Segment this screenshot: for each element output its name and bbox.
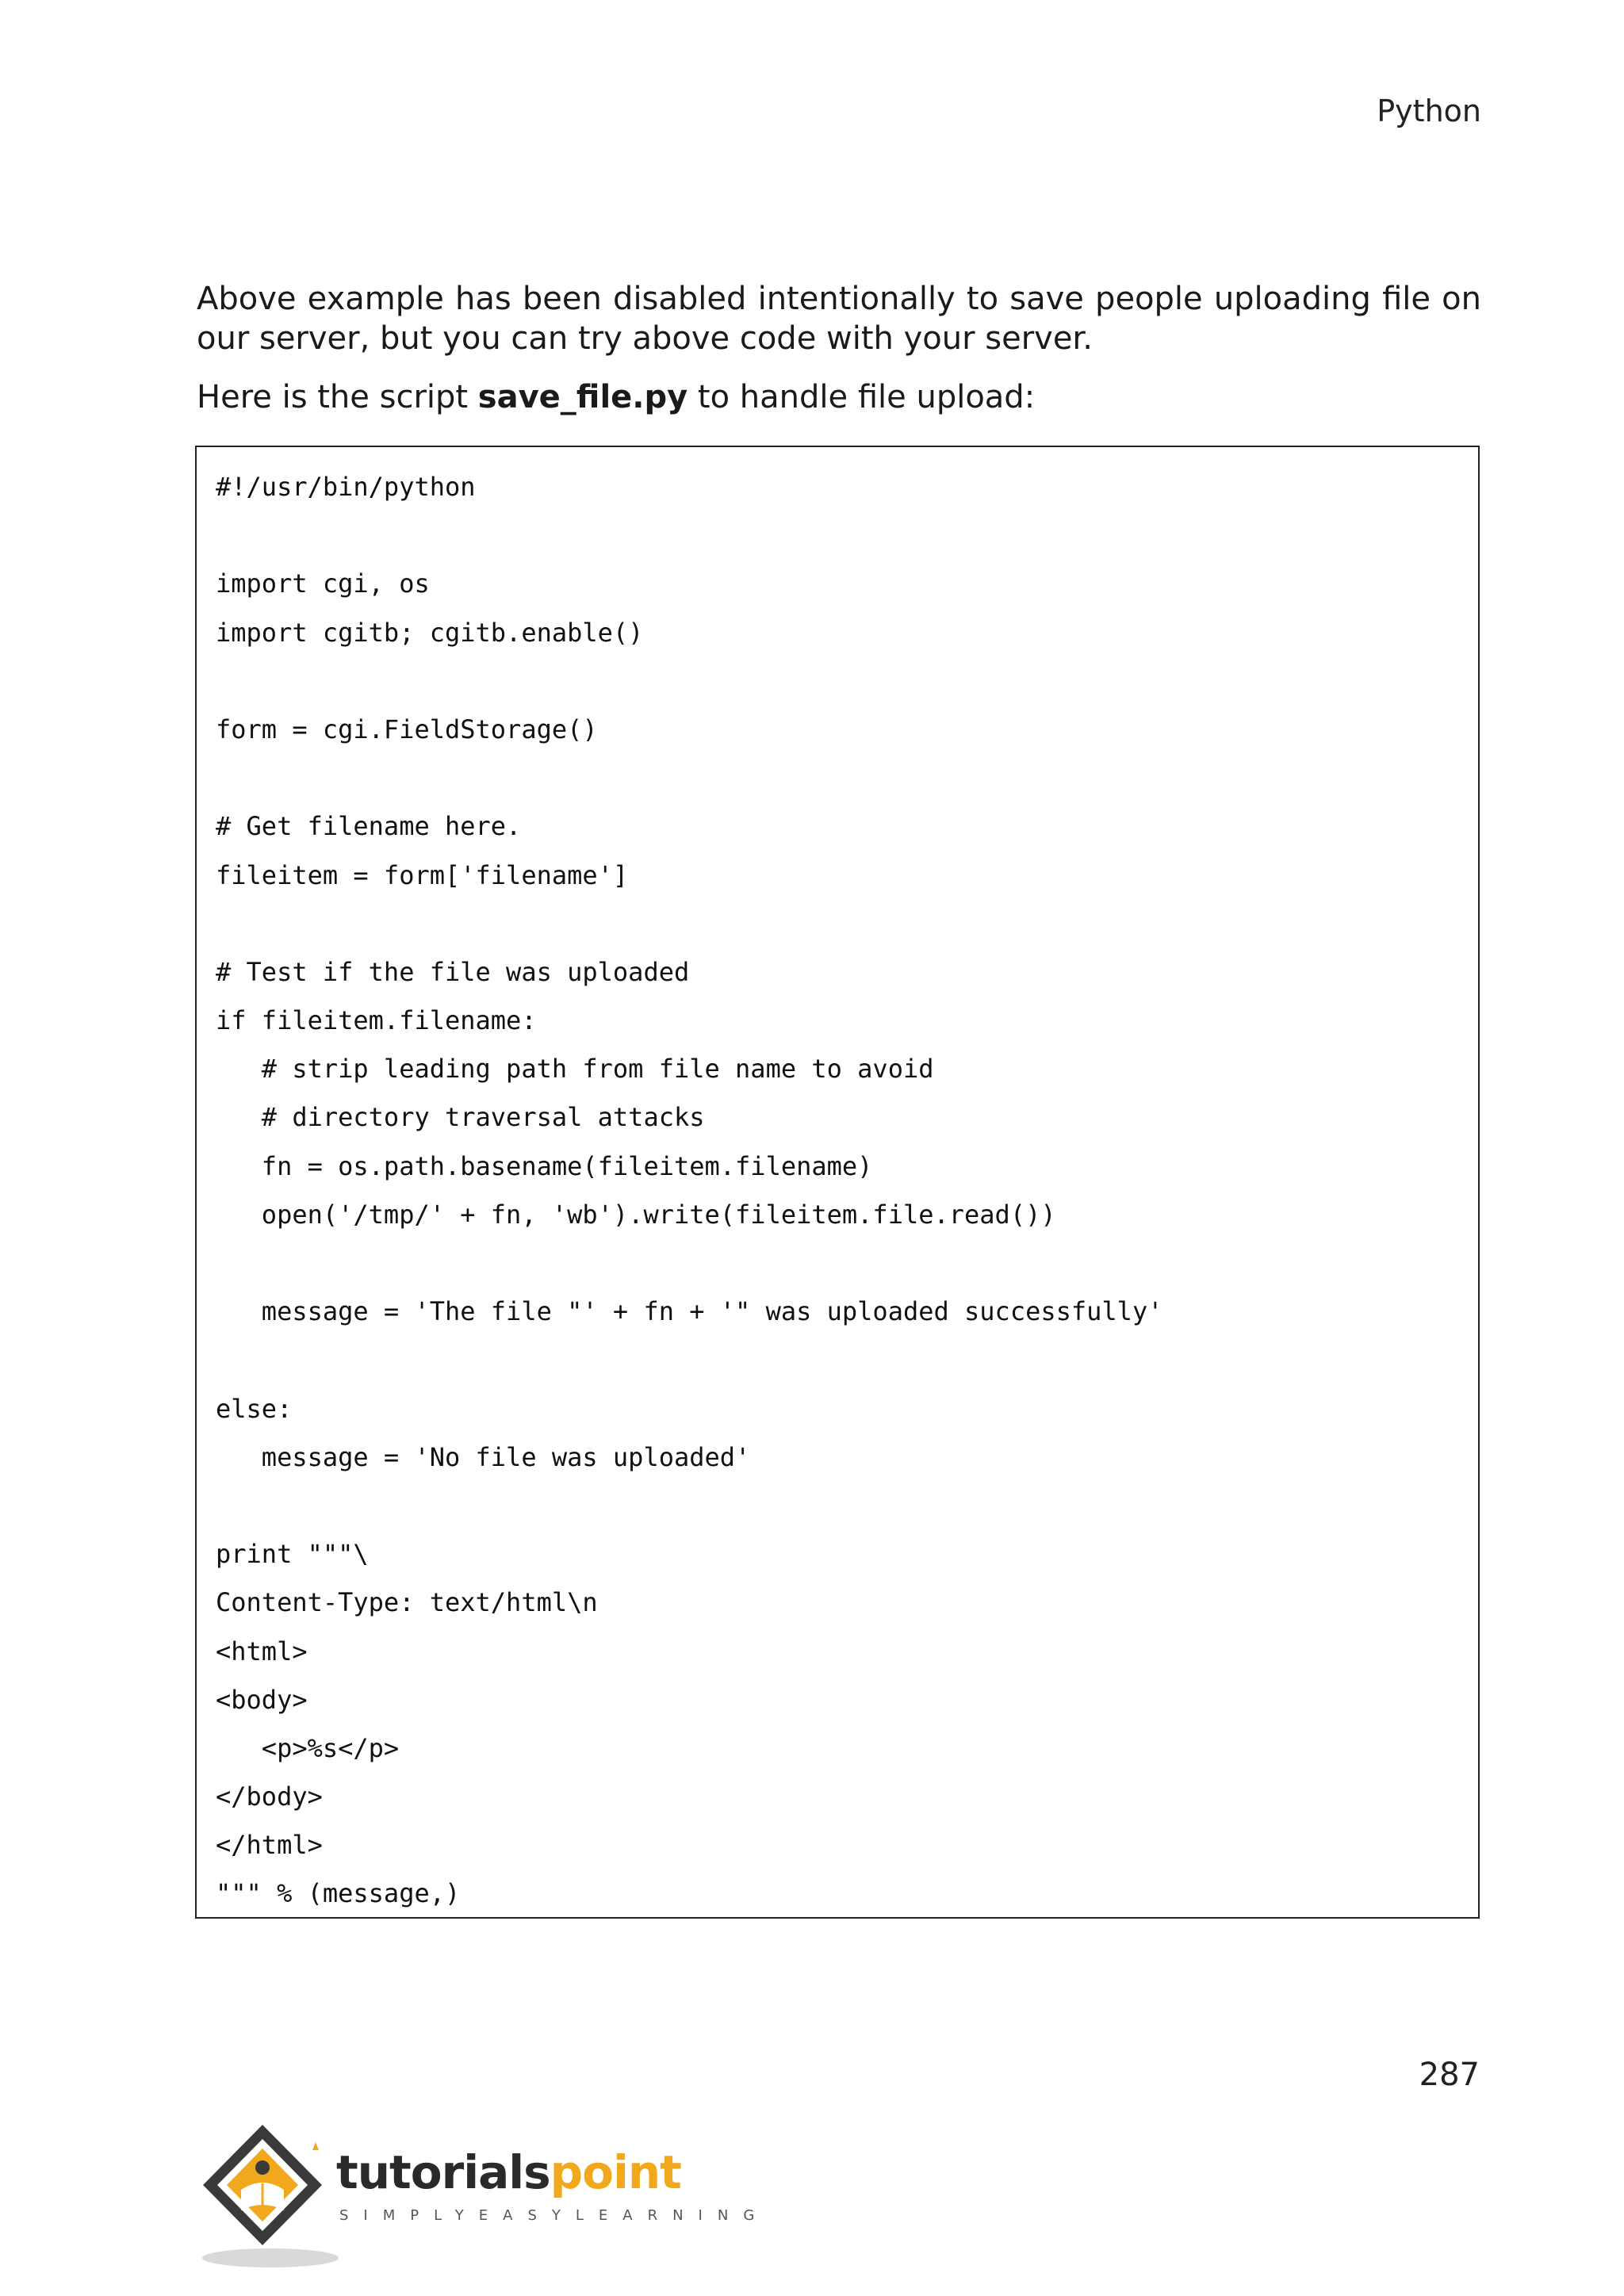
code-line: message = 'No file was uploaded' bbox=[216, 1441, 751, 1472]
code-line: </html> bbox=[216, 1830, 323, 1861]
running-header-title: Python bbox=[1377, 94, 1481, 128]
code-line: Content-Type: text/html\n bbox=[216, 1587, 598, 1618]
code-line bbox=[216, 900, 1459, 948]
code-line bbox=[216, 1239, 1459, 1288]
logo-word-tutorials: tutorials bbox=[336, 2145, 550, 2199]
code-line: <html> bbox=[216, 1636, 308, 1667]
tutorialspoint-logo bbox=[195, 2117, 770, 2275]
script-name: save_file.py bbox=[477, 379, 688, 415]
code-line: """ % (message,) bbox=[216, 1878, 461, 1909]
script-intro-after: to handle file upload: bbox=[688, 379, 1036, 415]
code-line: # directory traversal attacks bbox=[216, 1102, 705, 1133]
code-line: fileitem = form['filename'] bbox=[216, 859, 629, 890]
script-intro-paragraph bbox=[197, 377, 1481, 417]
code-line bbox=[216, 511, 1459, 560]
code-line bbox=[216, 1336, 1459, 1384]
code-line: fn = os.path.basename(fileitem.filename) bbox=[216, 1150, 873, 1181]
code-line: # strip leading path from file name to avoid bbox=[216, 1054, 934, 1085]
body-text bbox=[197, 279, 1481, 439]
logo-tagline: SIMPLYEASYLEARNING bbox=[339, 2207, 770, 2224]
code-line: # Get filename here. bbox=[216, 811, 522, 842]
intro-paragraph: Above example has been disabled intentionally to save people uploading file on our server, but you can try above code with your server. bbox=[197, 281, 1481, 357]
code-line: else: bbox=[216, 1393, 293, 1424]
code-line: <p>%s</p> bbox=[216, 1732, 400, 1763]
code-line bbox=[216, 1482, 1459, 1530]
code-line: </body> bbox=[216, 1781, 323, 1812]
page-number: 287 bbox=[1419, 2057, 1480, 2093]
code-line: if fileitem.filename: bbox=[216, 1005, 537, 1036]
logo-emblem-icon bbox=[195, 2117, 346, 2275]
code-line: open('/tmp/' + fn, 'wb').write(fileitem.file.read()) bbox=[216, 1199, 1056, 1230]
code-line: form = cgi.FieldStorage() bbox=[216, 714, 598, 744]
code-line: <body> bbox=[216, 1684, 308, 1715]
code-line bbox=[216, 754, 1459, 802]
code-line: message = 'The file "' + fn + '" was uploaded successfully' bbox=[216, 1296, 1163, 1327]
code-block bbox=[195, 446, 1480, 1919]
script-intro-before: Here is the script bbox=[197, 379, 478, 415]
code-line: print """\ bbox=[216, 1539, 369, 1570]
code-line: #!/usr/bin/python bbox=[216, 472, 476, 502]
code-line: import cgitb; cgitb.enable() bbox=[216, 617, 644, 648]
code-line bbox=[216, 657, 1459, 706]
logo-wordmark bbox=[336, 2145, 681, 2199]
code-line: # Test if the file was uploaded bbox=[216, 956, 690, 987]
code-line: import cgi, os bbox=[216, 568, 430, 599]
logo-word-point: point bbox=[550, 2145, 681, 2199]
